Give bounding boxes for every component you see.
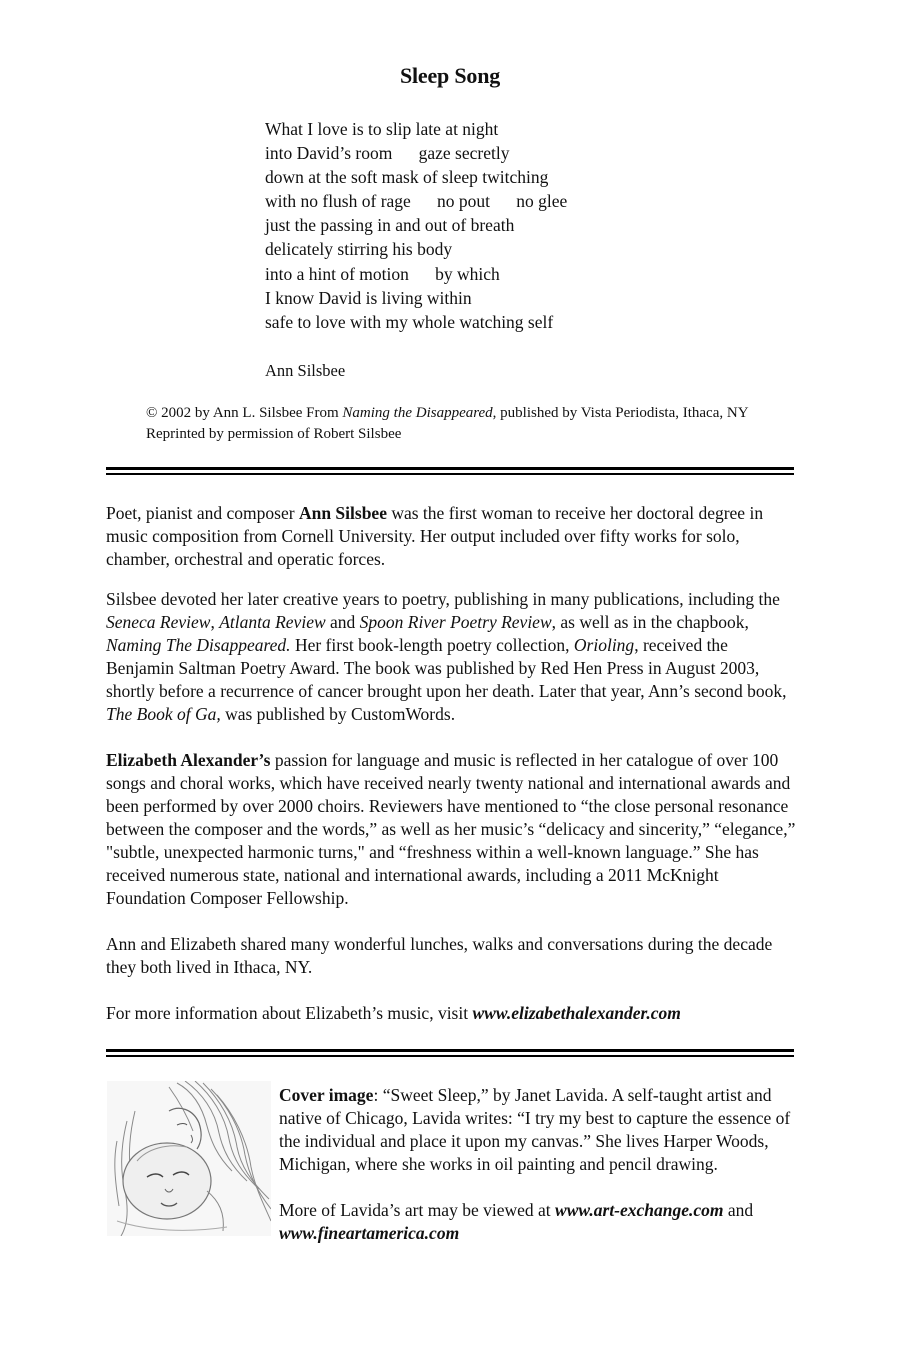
fineartamerica-link[interactable]: www.fineartamerica.com bbox=[279, 1223, 460, 1243]
copyright-line bbox=[146, 403, 749, 424]
copyright-text: © 2002 by Ann L. Silsbee From bbox=[146, 405, 343, 421]
shared-paragraph: Ann and Elizabeth shared many wonderful lunches, walks and conversations during the decade they both lived in Ithaca, NY. bbox=[106, 934, 773, 977]
text: was published by CustomWords. bbox=[220, 704, 456, 724]
publication-title: Spoon River Poetry Review bbox=[359, 612, 552, 632]
poem-line: safe to love with my whole watching self bbox=[265, 311, 554, 332]
poem-line: just the passing in and out of breath bbox=[265, 215, 515, 236]
publisher-text: , published by Vista Periodista, Ithaca, NY bbox=[492, 405, 749, 421]
poem-line: with no flush of rage no pout no glee bbox=[265, 191, 568, 212]
poem-line: I know David is living within bbox=[265, 287, 472, 308]
art-exchange-link[interactable]: www.art-exchange.com bbox=[555, 1200, 724, 1220]
ann-bio-paragraph-2 bbox=[106, 588, 796, 726]
permission-line: Reprinted by permission of Robert Silsbee bbox=[146, 426, 402, 442]
section-divider bbox=[106, 467, 794, 475]
poem-title: Sleep Song bbox=[399, 63, 501, 88]
cover-image-sketch bbox=[107, 1081, 271, 1236]
publication-title: Seneca Review bbox=[106, 612, 211, 632]
cover-image-description bbox=[279, 1084, 794, 1245]
poem-line: delicately stirring his body bbox=[265, 239, 453, 260]
text: More of Lavida’s art may be viewed at bbox=[279, 1200, 556, 1220]
elizabeth-bio-paragraph bbox=[106, 749, 796, 910]
text: , as well as in the chapbook, bbox=[551, 612, 749, 632]
text: , bbox=[210, 612, 220, 632]
poem bbox=[265, 117, 567, 383]
poem-line: down at the soft mask of sleep twitching bbox=[265, 167, 549, 188]
section-divider bbox=[106, 1049, 794, 1057]
text: , received the Benjamin Saltman Poetry Award. The book was published by Red Hen Press in August 2003, shortly before a recurrence of cancer brought upon her death. Later that year, Ann’s second book, bbox=[106, 635, 787, 701]
poem-line: into David’s room gaze secretly bbox=[265, 143, 510, 164]
poem-author: Ann Silsbee bbox=[265, 360, 346, 380]
ann-bio-paragraph-1 bbox=[106, 502, 796, 571]
poem-line: into a hint of motion by which bbox=[265, 263, 500, 284]
publication-title: The Book of Ga, bbox=[106, 704, 221, 724]
text: Poet, pianist and composer bbox=[106, 503, 299, 523]
publication-title: Atlanta Review bbox=[219, 612, 326, 632]
more-info-paragraph bbox=[106, 1002, 796, 1025]
publication-title: Orioling bbox=[573, 635, 635, 655]
elizabeth-website-link[interactable]: www.elizabethalexander.com bbox=[472, 1003, 681, 1023]
publication-title: Naming The Disappeared. bbox=[106, 635, 291, 655]
text: and bbox=[723, 1200, 754, 1220]
text: passion for language and music is reflected in her catalogue of over 100 songs and choral works, which have received nearly twenty national and international awards and been performed by over 2000 choirs. Reviewers have mentioned to “the close personal resonance between the composer and the words,” as well as her music’s “delicacy and sincerity,” “elegance,” "subtle, unexpected harmonic turns," and “freshness within a well-known language.” She has received numerous state, national and international awards, including a 2011 McKnight Foundation Composer Fellowship. bbox=[106, 750, 796, 908]
text: and bbox=[325, 612, 360, 632]
text: was the first woman to receive her doctoral degree in music composition from Cornell University. Her output included over fifty works for solo, chamber, orchestral and operatic forces. bbox=[106, 503, 764, 569]
cover-caption bbox=[279, 1084, 794, 1176]
elizabeth-name: Elizabeth Alexander’s bbox=[106, 750, 271, 770]
text: Silsbee devoted her later creative years to poetry, publishing in many publications, including the bbox=[106, 589, 780, 609]
more-art-paragraph bbox=[279, 1199, 794, 1245]
book-title: Naming the Disappeared bbox=[342, 405, 493, 421]
ann-name: Ann Silsbee bbox=[298, 503, 387, 523]
poem-line: What I love is to slip late at night bbox=[265, 119, 499, 139]
copyright-credit bbox=[146, 403, 749, 445]
text: Her first book-length poetry collection, bbox=[290, 635, 574, 655]
cover-label: Cover image bbox=[279, 1085, 374, 1105]
text: : “Sweet Sleep,” by Janet Lavida. A self-taught artist and native of Chicago, Lavida writes: “I try my best to capture the essence of the individual and place it upon my canvas.” She lives Harper Woods, Michigan, where she works in oil painting and pencil drawing. bbox=[279, 1085, 791, 1174]
biographies bbox=[106, 502, 796, 1025]
text: For more information about Elizabeth’s music, visit bbox=[106, 1003, 473, 1023]
